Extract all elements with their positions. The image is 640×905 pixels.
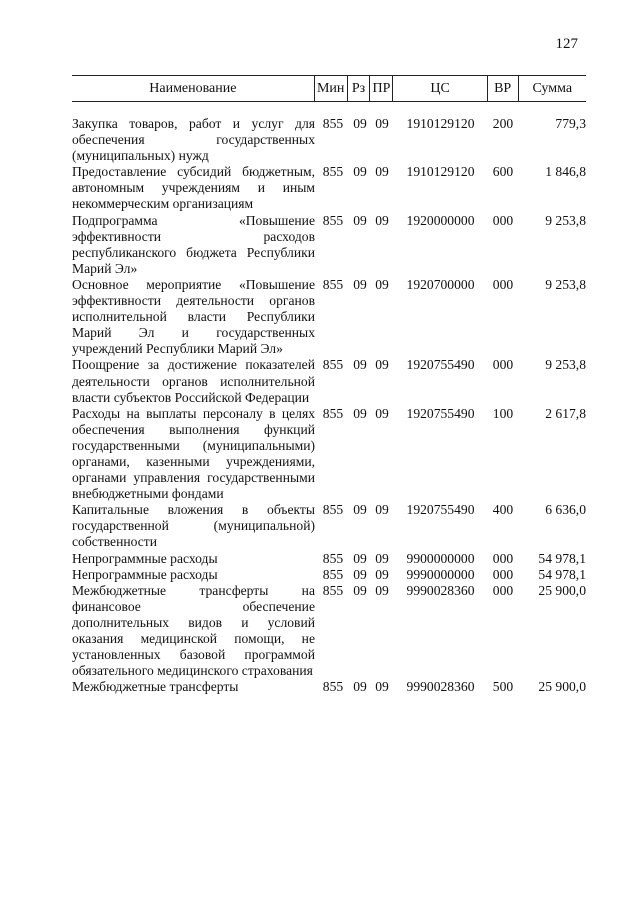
col-header-min: Мин	[314, 76, 347, 102]
row-vr: 200	[492, 116, 514, 131]
row-vr: 000	[492, 357, 514, 373]
row-rz: 09	[353, 212, 367, 228]
row-min: 855	[322, 502, 344, 518]
row-rz: 09	[353, 357, 367, 373]
row-cs: 9900000000	[406, 550, 475, 566]
table-header	[72, 75, 586, 102]
row-pr: 09	[375, 116, 389, 131]
page-number: 127	[555, 36, 578, 52]
row-min: 855	[322, 566, 344, 582]
row-rz: 09	[353, 679, 367, 695]
row-name: Непрограммные расходы	[72, 550, 218, 566]
table-row	[72, 679, 586, 695]
row-sum: 779,3	[555, 116, 586, 131]
row-pr: 09	[375, 276, 389, 292]
row-sum: 1 846,8	[545, 164, 586, 180]
row-vr: 000	[492, 212, 514, 228]
col-header-pr: ПР	[370, 76, 393, 102]
row-name: Межбюджетные трансферты на финансовое обеспечение дополнительных видов и условий оказания медицинской помощи, не установленных базовой программой обязательного медицинского страхования	[72, 582, 315, 679]
table-row	[72, 213, 586, 277]
row-cs: 9990000000	[406, 566, 475, 582]
row-rz: 09	[353, 276, 367, 292]
row-name: Межбюджетные трансферты	[72, 679, 239, 695]
row-pr: 09	[375, 566, 389, 582]
table-row	[72, 164, 586, 212]
table-row	[72, 357, 586, 405]
row-cs: 1920755490	[406, 405, 475, 421]
row-sum: 54 978,1	[538, 566, 586, 582]
col-header-rz: Рз	[347, 76, 370, 102]
row-name: Подпрограмма «Повышение эффективности расходов республиканского бюджета Республики Марий Эл»	[72, 212, 315, 276]
row-vr: 600	[492, 164, 514, 180]
header-row	[72, 76, 586, 102]
row-rz: 09	[353, 164, 367, 180]
row-cs: 1920755490	[406, 502, 475, 518]
row-sum: 9 253,8	[545, 357, 586, 373]
row-rz: 09	[353, 116, 367, 131]
row-vr: 500	[492, 679, 514, 695]
row-sum: 2 617,8	[545, 405, 586, 421]
table-row	[72, 567, 586, 583]
row-pr: 09	[375, 582, 389, 598]
row-min: 855	[322, 164, 344, 180]
row-name: Непрограммные расходы	[72, 566, 218, 582]
row-pr: 09	[375, 212, 389, 228]
table-row	[72, 583, 586, 680]
row-name: Расходы на выплаты персоналу в целях обеспечения выполнения функций государственными (муниципальными) органами, казенными учреждениями, органами управления государственными внебюджетными фондами	[72, 405, 315, 502]
table-row	[72, 406, 586, 503]
row-pr: 09	[375, 164, 389, 180]
row-rz: 09	[353, 550, 367, 566]
col-header-vr: ВР	[487, 76, 518, 102]
row-min: 855	[322, 357, 344, 373]
row-vr: 000	[492, 566, 514, 582]
row-vr: 000	[492, 276, 514, 292]
row-min: 855	[322, 212, 344, 228]
row-min: 855	[322, 582, 344, 598]
row-sum: 9 253,8	[545, 276, 586, 292]
row-pr: 09	[375, 405, 389, 421]
col-header-cs: ЦС	[393, 76, 487, 102]
table-body	[72, 116, 586, 695]
table-row	[72, 116, 586, 164]
row-name: Основное мероприятие «Повышение эффективности деятельности органов исполнительной власти Республики Марий Эл и государственных учреждений Республики Марий Эл»	[72, 276, 315, 357]
row-rz: 09	[353, 405, 367, 421]
row-min: 855	[322, 405, 344, 421]
row-sum: 25 900,0	[538, 679, 586, 695]
table-row	[72, 277, 586, 357]
table-row	[72, 502, 586, 550]
row-name: Поощрение за достижение показателей деятельности органов исполнительной власти субъектов Российской Федерации	[72, 357, 315, 405]
col-header-name: Наименование	[72, 76, 314, 102]
row-sum: 25 900,0	[538, 582, 586, 598]
row-name: Закупка товаров, работ и услуг для обеспечения государственных (муниципальных) нужд	[72, 116, 315, 164]
row-sum: 54 978,1	[538, 550, 586, 566]
row-pr: 09	[375, 679, 389, 695]
row-vr: 400	[492, 502, 514, 518]
row-cs: 1920000000	[406, 212, 475, 228]
row-vr: 100	[492, 405, 514, 421]
row-name: Капитальные вложения в объекты государственной (муниципальной) собственности	[72, 502, 315, 550]
row-vr: 000	[492, 582, 514, 598]
row-rz: 09	[353, 566, 367, 582]
row-pr: 09	[375, 502, 389, 518]
row-cs: 9990028360	[406, 582, 475, 598]
row-pr: 09	[375, 357, 389, 373]
row-min: 855	[322, 276, 344, 292]
row-cs: 1910129120	[406, 116, 475, 131]
row-sum: 6 636,0	[545, 502, 586, 518]
table-row	[72, 551, 586, 567]
col-header-sum: Сумма	[518, 76, 586, 102]
row-cs: 1920755490	[406, 357, 475, 373]
row-sum: 9 253,8	[545, 212, 586, 228]
row-cs: 1910129120	[406, 164, 475, 180]
row-cs: 1920700000	[406, 276, 475, 292]
row-rz: 09	[353, 502, 367, 518]
row-name: Предоставление субсидий бюджетным, автономным учреждениям и иным некоммерческим организациям	[72, 164, 315, 212]
row-rz: 09	[353, 582, 367, 598]
row-pr: 09	[375, 550, 389, 566]
row-min: 855	[322, 679, 344, 695]
row-cs: 9990028360	[406, 679, 475, 695]
row-min: 855	[322, 116, 344, 131]
row-min: 855	[322, 550, 344, 566]
row-vr: 000	[492, 550, 514, 566]
